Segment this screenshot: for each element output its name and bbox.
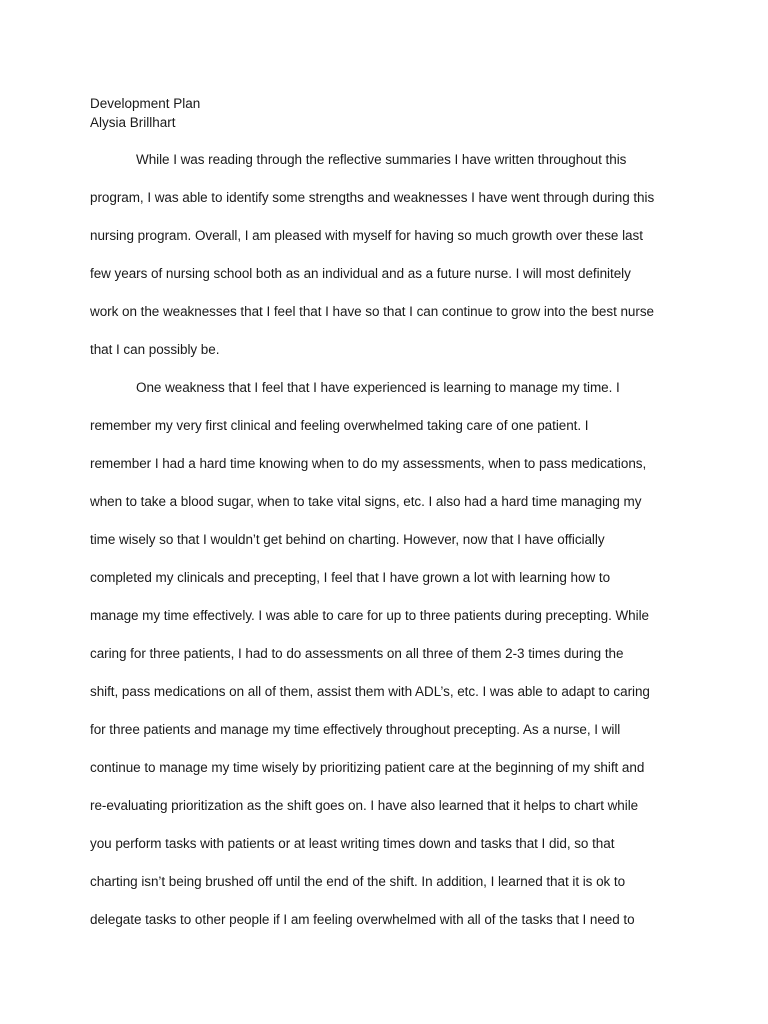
text-line: shift, pass medications on all of them, assist them with ADL’s, etc. I was able to adapt to caring [90, 684, 650, 699]
text-line: manage my time effectively. I was able to care for up to three patients during precepting. While [90, 608, 649, 623]
text-line: when to take a blood sugar, when to take vital signs, etc. I also had a hard time managing my [90, 494, 642, 509]
document-author: Alysia Brillhart [90, 115, 176, 130]
document-title: Development Plan [90, 96, 201, 111]
text-line: time wisely so that I wouldn’t get behind on charting. However, now that I have officially [90, 532, 605, 547]
text-line: that I can possibly be. [90, 342, 220, 357]
text-line: completed my clinicals and precepting, I feel that I have grown a lot with learning how to [90, 570, 611, 585]
text-line: you perform tasks with patients or at least writing times down and tasks that I did, so that [90, 836, 615, 851]
text-line: delegate tasks to other people if I am feeling overwhelmed with all of the tasks that I need to [90, 912, 635, 927]
text-line: remember I had a hard time knowing when to do my assessments, when to pass medications, [90, 456, 647, 471]
text-line: caring for three patients, I had to do assessments on all three of them 2-3 times during the [90, 646, 624, 661]
text-line: remember my very first clinical and feeling overwhelmed taking care of one patient. I [90, 418, 589, 433]
text-line: charting isn’t being brushed off until the end of the shift. In addition, I learned that it is ok to [90, 874, 626, 889]
text-line: nursing program. Overall, I am pleased with myself for having so much growth over these last [90, 228, 643, 243]
text-line: program, I was able to identify some strengths and weaknesses I have went through during this [90, 190, 655, 205]
text-line: for three patients and manage my time effectively throughout precepting. As a nurse, I will [90, 722, 621, 737]
text-line: One weakness that I feel that I have experienced is learning to manage my time. I [136, 380, 620, 395]
text-line: work on the weaknesses that I feel that I have so that I can continue to grow into the best nurse [90, 304, 654, 319]
document-header [90, 94, 200, 132]
text-line: While I was reading through the reflective summaries I have written throughout this [136, 152, 627, 167]
text-line: continue to manage my time wisely by prioritizing patient care at the beginning of my shift and [90, 760, 645, 775]
text-line: re-evaluating prioritization as the shift goes on. I have also learned that it helps to chart while [90, 798, 639, 813]
text-line: few years of nursing school both as an individual and as a future nurse. I will most definitely [90, 266, 631, 281]
